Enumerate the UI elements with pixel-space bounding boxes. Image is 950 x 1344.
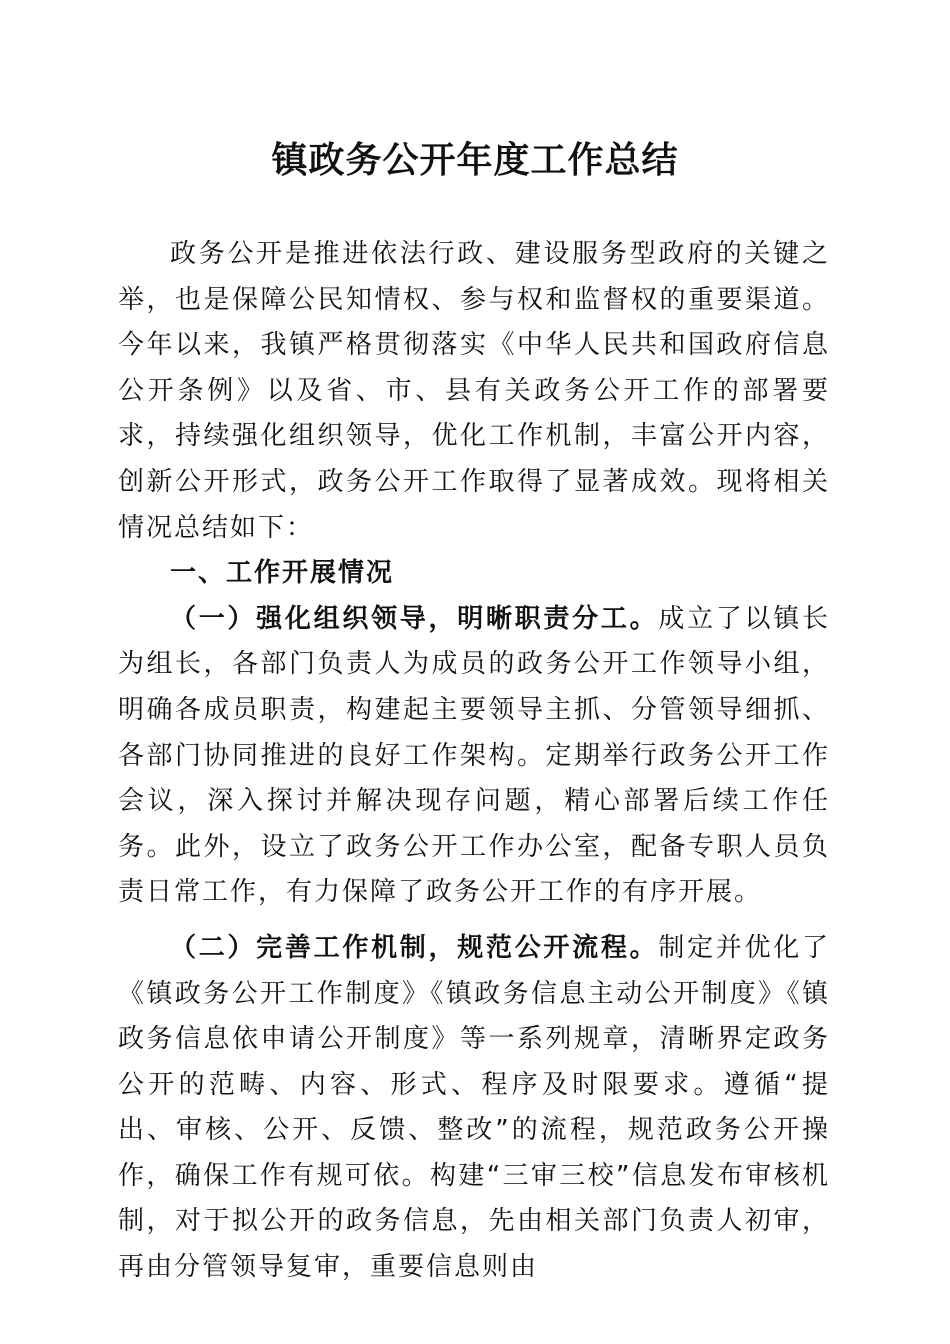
intro-paragraph: 政务公开是推进依法行政、建设服务型政府的关键之举，也是保障公民知情权、参与权和监督权的重要渠道。今年以来，我镇严格贯彻落实《中华人民共和国政府信息公开条例》以及省、市、县有关政务公开工作的部署要求，持续强化组织领导，优化工作机制，丰富公开内容，创新公开形式，政务公开工作取得了显著成效。现将相关情况总结如下： xyxy=(118,239,830,543)
item-one-lead: （一）强化组织领导，明晰职责分工。 xyxy=(170,603,659,634)
item-two-body: 制定并优化了《镇政务公开工作制度》《镇政务信息主动公开制度》《镇政务信息依申请公开制度》等一系列规章，清晰界定政务公开的范畴、内容、形式、程序及时限要求。遵循“提出、审核、公开、反馈、整改”的流程，规范政务公开操作，确保工作有规可依。构建“三审三校”信息发布审核机制，对于拟公开的政务信息，先由相关部门负责人初审，再由分管领导复审，重要信息则由 xyxy=(118,932,830,1283)
document-body xyxy=(118,232,830,1291)
item-two-lead: （二）完善工作机制，规范公开流程。 xyxy=(170,932,659,963)
section-heading: 一、工作开展情况 xyxy=(170,558,395,589)
item-one-paragraph xyxy=(118,597,830,916)
document-title: 镇政务公开年度工作总结 xyxy=(271,139,679,181)
item-one-body: 成立了以镇长为组长，各部门负责人为成员的政务公开工作领导小组，明确各成员职责，构建起主要领导主抓、分管领导细抓、各部门协同推进的良好工作架构。定期举行政务公开工作会议，深入探讨并解决现存问题，精心部署后续工作任务。此外，设立了政务公开工作办公室，配备专职人员负责日常工作，有力保障了政务公开工作的有序开展。 xyxy=(118,603,830,908)
item-two-paragraph xyxy=(118,926,830,1291)
